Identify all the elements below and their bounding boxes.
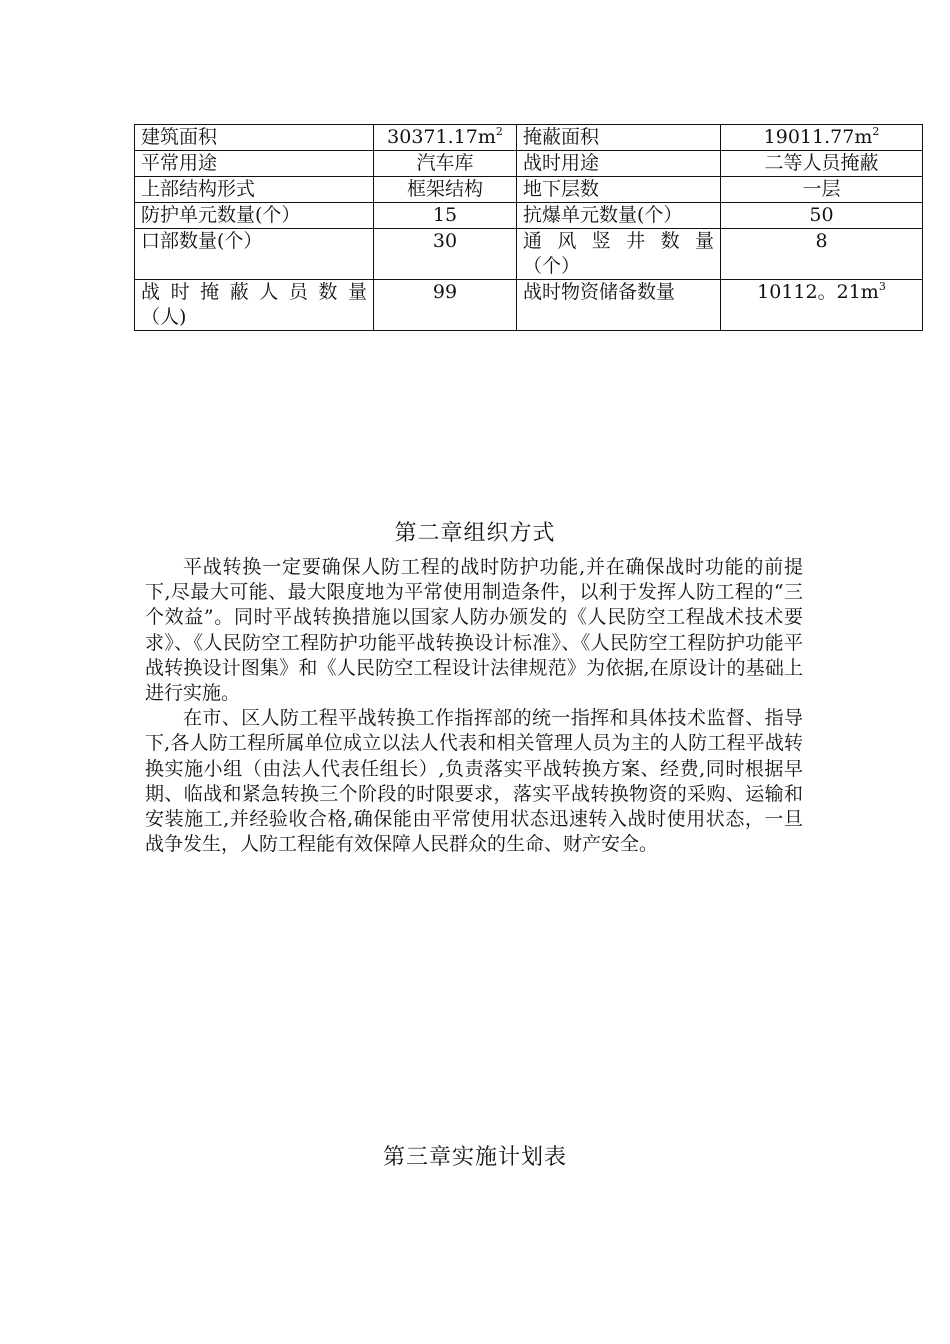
cell-label: 上部结构形式 [135, 177, 374, 203]
cell-label: 战时物资储备数量 [517, 280, 721, 331]
superscript: 2 [872, 125, 880, 138]
cell-value: 汽车库 [374, 151, 517, 177]
table-row [135, 203, 923, 229]
cell-value [374, 125, 517, 151]
cell-value: 框架结构 [374, 177, 517, 203]
value-text: 19011.77m [763, 126, 873, 148]
cell-value: 99 [374, 280, 517, 331]
cell-label: 地下层数 [517, 177, 721, 203]
table-row [135, 125, 923, 151]
value-text: 30371.17m [387, 126, 496, 148]
cell-value: 二等人员掩蔽 [721, 151, 923, 177]
paragraph: 在市、区人防工程平战转换工作指挥部的统一指挥和具体技术监督、指导下,各人防工程所属单位成立以法人代表和相关管理人员为主的人防工程平战转换实施小组（由法人代表任组长）,负责落实平战转换方案、经费,同时根据早期、临战和紧急转换三个阶段的时限要求，落实平战转换物资的采购、运输和安装施工,并经验收合格,确保能由平常使用状态迅速转入战时使用状态，一旦战争发生，人防工程能有效保障人民群众的生命、财产安全。 [145, 707, 803, 856]
value-text: 10112。21m [757, 281, 879, 303]
cell-value: 一层 [721, 177, 923, 203]
chapter-2-body [145, 555, 803, 857]
cell-value: 50 [721, 203, 923, 229]
paragraph: 平战转换一定要确保人防工程的战时防护功能,并在确保战时功能的前提下,尽最大可能、最大限度地为平常使用制造条件，以利于发挥人防工程的“三个效益”。同时平战转换措施以国家人防办颁发的《人民防空工程战术技术要求》、《人民防空工程防护功能平战转换设计标准》、《人民防空工程防护功能平战转换设计图集》和《人民防空工程设计法律规范》为依据,在原设计的基础上进行实施。 [145, 556, 803, 705]
table-row [135, 229, 923, 280]
cell-value: 30 [374, 229, 517, 280]
cell-value: 15 [374, 203, 517, 229]
table-row [135, 151, 923, 177]
cell-value [721, 125, 923, 151]
cell-label: 口部数量(个） [135, 229, 374, 280]
cell-label: 防护单元数量(个） [135, 203, 374, 229]
cell-label: 掩蔽面积 [517, 125, 721, 151]
cell-label: 建筑面积 [135, 125, 374, 151]
cell-label: 平常用途 [135, 151, 374, 177]
superscript: 2 [495, 125, 503, 138]
chapter-2-heading: 第二章组织方式 [394, 521, 556, 546]
cell-value [721, 280, 923, 331]
cell-label: 抗爆单元数量(个） [517, 203, 721, 229]
chapter-3-heading: 第三章实施计划表 [382, 1145, 567, 1170]
cell-label: 战时用途 [517, 151, 721, 177]
cell-label: 战 时 掩 蔽 人 员 数 量 （人) [135, 280, 374, 331]
cell-value: 8 [721, 229, 923, 280]
table-row [135, 280, 923, 331]
table-row [135, 177, 923, 203]
project-info-table [134, 124, 923, 331]
superscript: 3 [878, 280, 886, 293]
cell-label: 通 风 竖 井 数 量 （个） [517, 229, 721, 280]
